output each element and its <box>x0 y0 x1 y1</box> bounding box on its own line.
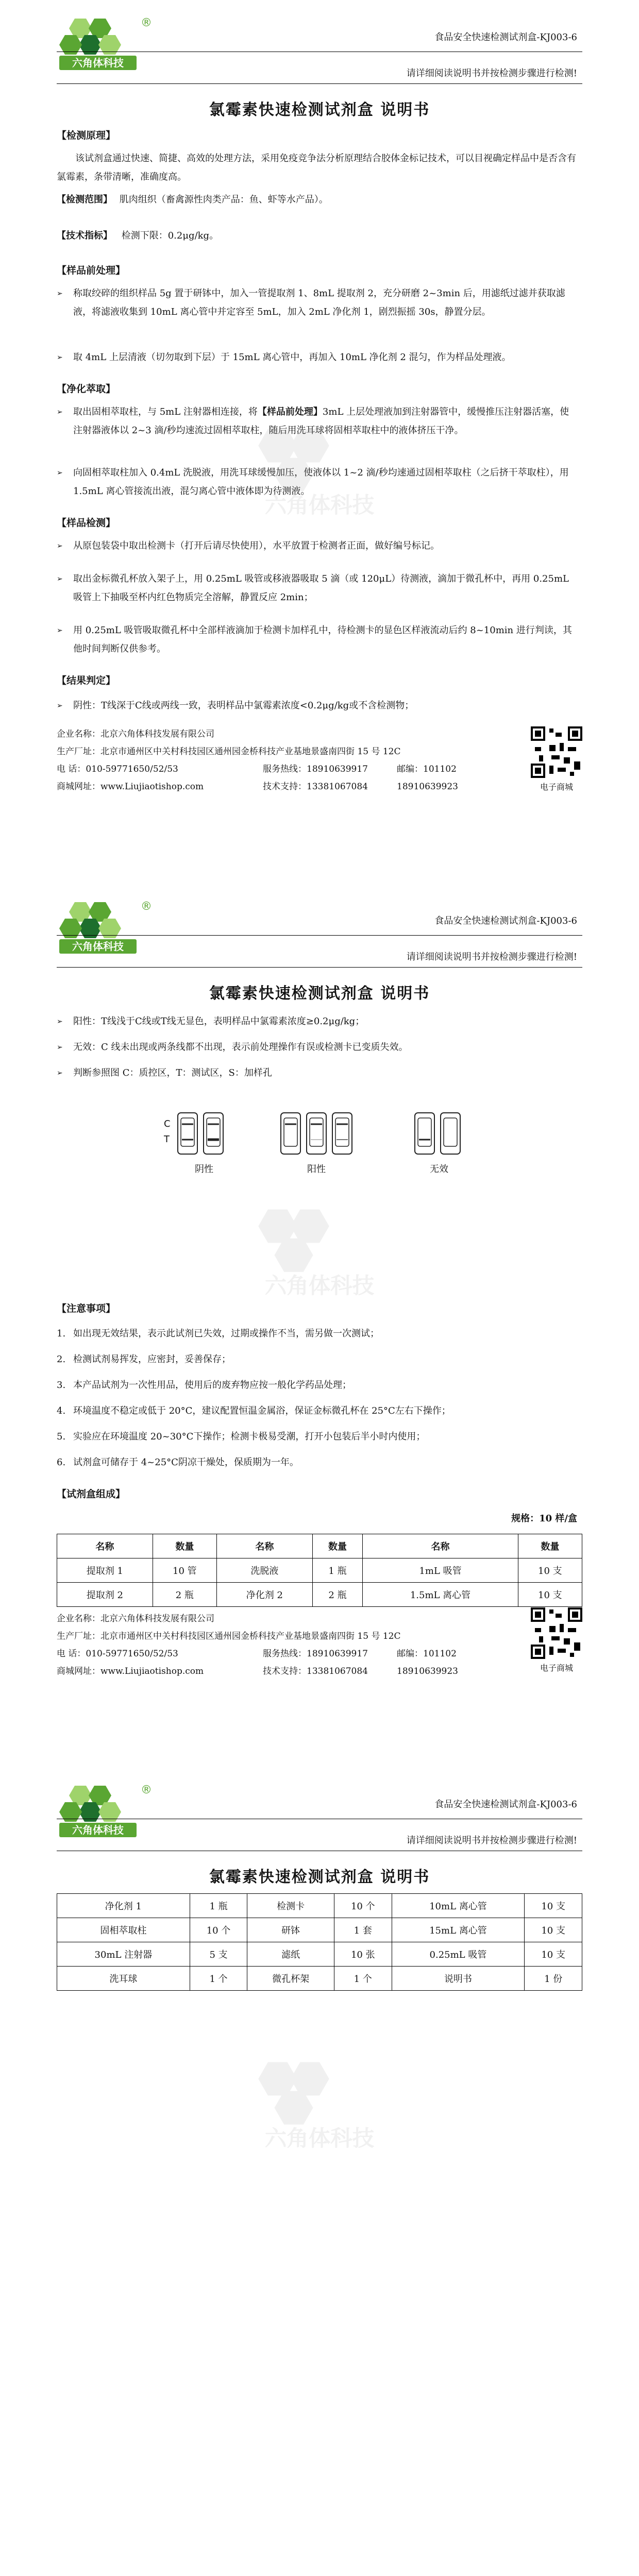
footer-contact: 企业名称：北京六角体科技发展有限公司 生产厂址：北京市通州区中关村科技园区通州园金桥科技产业基地景盛南四街 15 号 12C 电 话：010-59771650/52/53 服务热线：18910639917 邮编：101102 商城网址：www.Liujiaotishop.com 技术支持：13381067084 18910639923 <box>57 729 458 792</box>
label-positive: 阳性 <box>307 1164 326 1175</box>
registered-mark: ® <box>141 900 152 913</box>
tech-support: 13381067084 <box>307 1666 368 1676</box>
footer-contact: 企业名称：北京六角体科技发展有限公司 生产厂址：北京市通州区中关村科技园区通州园金桥科技产业基地景盛南四街 15 号 12C 电 话：010-59771650/52/53 服务热线：18910639917 邮编：101102 商城网址：www.Liujiaotishop.com 技术支持：13381067084 18910639923 <box>57 1614 458 1676</box>
purify-item-1: ➢ 取出固相萃取柱，与 5mL 注射器相连接，将【样品前处理】3mL 上层处理液加到注射器管中，缓慢推压注射器活塞，使注射器液体以 2~3 滴/秒均速流过固相萃取柱，随后用洗耳球将固相萃取柱中的液体挤压干净。 <box>57 403 572 440</box>
note-item-2: 2. 检测试剂易挥发，应密封，妥善保存； <box>57 1354 231 1365</box>
arrow-bullet-icon: ➢ <box>57 290 63 298</box>
logo-text: 六角体科技 <box>72 940 124 953</box>
header-warning: 请详细阅读说明书并按检测步骤进行检测! <box>406 952 577 962</box>
arrow-bullet-icon: ➢ <box>57 575 63 583</box>
label-t: T <box>164 1134 170 1145</box>
page-3 <box>0 1767 639 2576</box>
qr-code-icon[interactable] <box>531 1607 582 1659</box>
doc-code: 食品安全快速检测试剂盒-KJ003-6 <box>434 32 577 43</box>
qr-code-icon[interactable] <box>531 726 582 778</box>
table-row: 30mL 注射器 5 支 滤纸 10 张 0.25mL 吸管 10 支 <box>57 1942 582 1967</box>
section-principle: 【检测原理】 <box>57 130 116 141</box>
section-spec: 【技术指标】 <box>57 230 112 241</box>
company-logo <box>54 899 183 956</box>
page-header <box>0 0 639 90</box>
page-header <box>0 1767 639 1857</box>
detect-item-2: ➢ 取出金标微孔杯放入架子上，用 0.25mL 吸管或移液器吸取 5 滴（或 120μL）待测液，滴加于微孔杯中，再用 0.25mL 吸管上下抽吸至杯内红色物质完全溶解，静置反应 2min； <box>57 570 572 607</box>
result-diagram <box>0 1090 639 1193</box>
section-detection: 【样品检测】 <box>57 517 116 529</box>
positive-card-3 <box>332 1113 352 1154</box>
label-negative: 阴性 <box>195 1164 213 1175</box>
service-hotline: 18910639917 <box>307 764 368 774</box>
label-c: C <box>164 1118 171 1129</box>
positive-card-2 <box>307 1113 326 1154</box>
factory-address: 北京市通州区中关村科技园区通州园金桥科技产业基地景盛南四街 15 号 12C <box>100 747 401 757</box>
phone: 010-59771650/52/53 <box>86 764 178 774</box>
page-header <box>0 884 639 974</box>
company-name: 北京六角体科技发展有限公司 <box>100 729 214 739</box>
logo-text: 六角体科技 <box>72 1824 124 1836</box>
purify-item-text: 向固相萃取柱加入 0.4mL 洗脱液，用洗耳球缓慢加压，使液体以 1~2 滴/秒均速通过固相萃取柱（之后挤干萃取柱），用 1.5mL 离心管接流出液，混匀离心管中液体即为待测液。 <box>73 467 569 497</box>
positive-card-1 <box>281 1113 300 1154</box>
svg-text:六角体科技: 六角体科技 <box>264 2126 375 2151</box>
pre-item-text: 称取绞碎的组织样品 5g 置于研钵中，加入一管提取剂 1、8mL 提取剂 2，充分研磨 2~3min 后，用滤纸过滤并获取滤液，将滤液收集到 10mL 离心管中并定容至 5mL，加入 2mL 净化剂 1，剧烈振摇 30s，静置分层。 <box>73 288 565 317</box>
table-row: 提取剂 1 10 管 洗脱液 1 瓶 1mL 吸管 10 支 <box>57 1558 582 1583</box>
result-invalid: ➢ 无效：C 线未出现或两条线都不出现，表示前处理操作有误或检测卡已变质失效。 <box>57 1038 572 1057</box>
table-row: 提取剂 2 2 瓶 净化剂 2 2 瓶 1.5mL 离心管 10 支 <box>57 1583 582 1607</box>
watermark-logo-icon <box>216 1203 423 1306</box>
zip-code: 101102 <box>423 1649 457 1659</box>
service-hotline: 18910639917 <box>307 1649 368 1659</box>
arrow-bullet-icon: ➢ <box>57 542 63 550</box>
kit-spec: 规格：10 样/盒 <box>511 1513 577 1524</box>
shop-website[interactable]: www.Liujiaotishop.com <box>100 1666 204 1676</box>
detect-item-1: ➢ 从原包装袋中取出检测卡（打开后请尽快使用），水平放置于检测者正面，做好编号标记。 <box>57 537 572 555</box>
qr-caption: 电子商城 <box>540 782 573 792</box>
result-negative: ➢ 阴性：T线深于C线或两线一致，表明样品中氯霉素浓度<0.2μg/kg或不含检测物； <box>57 697 572 715</box>
zip-code: 101102 <box>423 764 457 774</box>
company-logo <box>54 1783 183 1839</box>
hexagon-logo-icon <box>54 15 183 72</box>
purify-item-2 <box>57 464 572 501</box>
arrow-bullet-icon: ➢ <box>57 1018 63 1026</box>
invalid-card-1 <box>415 1113 434 1154</box>
header-divider-2 <box>57 967 582 968</box>
section-notes: 【注意事项】 <box>57 1303 116 1314</box>
registered-mark: ® <box>141 16 152 29</box>
principle-text: 该试剂盒通过快速、简捷、高效的处理方法，采用免疫竞争法分析原理结合胶体金标记技术，可以目视确定样品中是否含有氯霉素，条带清晰，准确度高。 <box>57 153 576 182</box>
detect-item-3: ➢ 用 0.25mL 吸管吸取微孔杯中全部样液滴加于检测卡加样孔中，待检测卡的显色区样液流动后约 8~10min 进行判读，其他时间判断仅供参考。 <box>57 621 572 658</box>
arrow-bullet-icon: ➢ <box>57 702 63 710</box>
tech-support: 13381067084 <box>307 782 368 792</box>
spec-text: 检测下限：0.2μg/kg。 <box>121 230 219 241</box>
diagram-reference: ➢ 判断参照图 C：质控区，T：测试区，S：加样孔 <box>57 1064 572 1082</box>
header-divider <box>57 935 582 936</box>
result-positive: ➢ 阳性：T线浅于C线或T线无显色，表明样品中氯霉素浓度≥0.2μg/kg； <box>57 1012 572 1031</box>
qr-caption: 电子商城 <box>540 1663 573 1673</box>
negative-card-2 <box>204 1113 223 1154</box>
hexagon-logo-icon <box>54 1783 183 1839</box>
watermark-logo-icon <box>216 2056 423 2159</box>
note-item-6: 6. 试剂盒可储存于 4~25°C阴凉干燥处，保质期为一年。 <box>57 1457 299 1468</box>
doc-title: 氯霉素快速检测试剂盒 说明书 <box>209 101 430 119</box>
shop-website[interactable]: www.Liujiaotishop.com <box>100 782 204 792</box>
arrow-bullet-icon: ➢ <box>57 1043 63 1052</box>
pre-item-1 <box>57 284 572 321</box>
table-row: 净化剂 1 1 瓶 检测卡 10 个 10mL 离心管 10 支 <box>57 1894 582 1918</box>
doc-title: 氯霉素快速检测试剂盒 说明书 <box>209 1868 430 1886</box>
phone: 010-59771650/52/53 <box>86 1649 178 1659</box>
tech-support-2: 18910639923 <box>397 1666 458 1676</box>
scope-text: 肌肉组织（畜禽源性肉类产品：鱼、虾等水产品）。 <box>119 194 328 205</box>
note-item-3: 3. 本产品试剂为一次性用品，使用后的废弃物应按一般化学药品处理； <box>57 1380 351 1391</box>
pre-item-2 <box>57 348 572 367</box>
note-item-5: 5. 实验应在环境温度 20~30°C下操作；检测卡极易受潮，打开小包装后半小时内使用； <box>57 1431 426 1442</box>
page-1 <box>0 0 639 840</box>
registered-mark: ® <box>141 1784 152 1797</box>
section-pretreatment: 【样品前处理】 <box>57 265 126 276</box>
company-logo <box>54 15 183 72</box>
table-row: 固相萃取柱 10 个 研钵 1 套 15mL 离心管 10 支 <box>57 1918 582 1942</box>
header-warning: 请详细阅读说明书并按检测步骤进行检测! <box>406 68 577 79</box>
doc-code: 食品安全快速检测试剂盒-KJ003-6 <box>434 916 577 926</box>
company-name: 北京六角体科技发展有限公司 <box>100 1614 214 1624</box>
arrow-bullet-icon: ➢ <box>57 1069 63 1077</box>
section-result: 【结果判定】 <box>57 675 116 686</box>
kit-table <box>57 1534 582 1607</box>
tech-support-2: 18910639923 <box>397 782 458 792</box>
arrow-bullet-icon: ➢ <box>57 408 63 416</box>
table-row: 洗耳球 1 个 微孔杯架 1 个 说明书 1 份 <box>57 1967 582 1991</box>
hexagon-logo-icon <box>54 899 183 956</box>
section-scope: 【检测范围】 <box>57 194 112 205</box>
svg-text:六角体科技: 六角体科技 <box>264 1274 375 1299</box>
spec-row <box>57 227 218 245</box>
negative-card-1 <box>178 1113 197 1154</box>
doc-title: 氯霉素快速检测试剂盒 说明书 <box>209 985 430 1003</box>
table-header-row: 名称 数量 名称 数量 名称 数量 <box>57 1534 582 1558</box>
factory-address: 北京市通州区中关村科技园区通州园金桥科技产业基地景盛南四街 15 号 12C <box>100 1631 401 1641</box>
arrow-bullet-icon: ➢ <box>57 353 63 362</box>
kit-table-continued <box>57 1893 582 1991</box>
arrow-bullet-icon: ➢ <box>57 469 63 477</box>
logo-text: 六角体科技 <box>72 57 124 69</box>
doc-code: 食品安全快速检测试剂盒-KJ003-6 <box>434 1799 577 1810</box>
section-kit: 【试剂盒组成】 <box>57 1488 126 1500</box>
page-2 <box>0 884 639 1723</box>
pre-item-text: 取 4mL 上层清液（切勿取到下层）于 15mL 离心管中，再加入 10mL 净化剂 2 混匀，作为样品处理液。 <box>73 352 511 363</box>
note-item-1: 1. 如出现无效结果，表示此试剂已失效，过期或操作不当，需另做一次测试； <box>57 1328 379 1339</box>
scope-row <box>57 191 328 209</box>
invalid-card-2 <box>441 1113 460 1154</box>
arrow-bullet-icon: ➢ <box>57 626 63 635</box>
label-invalid: 无效 <box>430 1164 448 1175</box>
section-purify: 【净化萃取】 <box>57 383 116 395</box>
header-warning: 请详细阅读说明书并按检测步骤进行检测! <box>406 1835 577 1846</box>
header-divider-2 <box>57 83 582 84</box>
note-item-4: 4. 环境温度不稳定或低于 20°C，建议配置恒温金属浴，保证金标微孔杯在 25°C左右下操作； <box>57 1405 451 1416</box>
